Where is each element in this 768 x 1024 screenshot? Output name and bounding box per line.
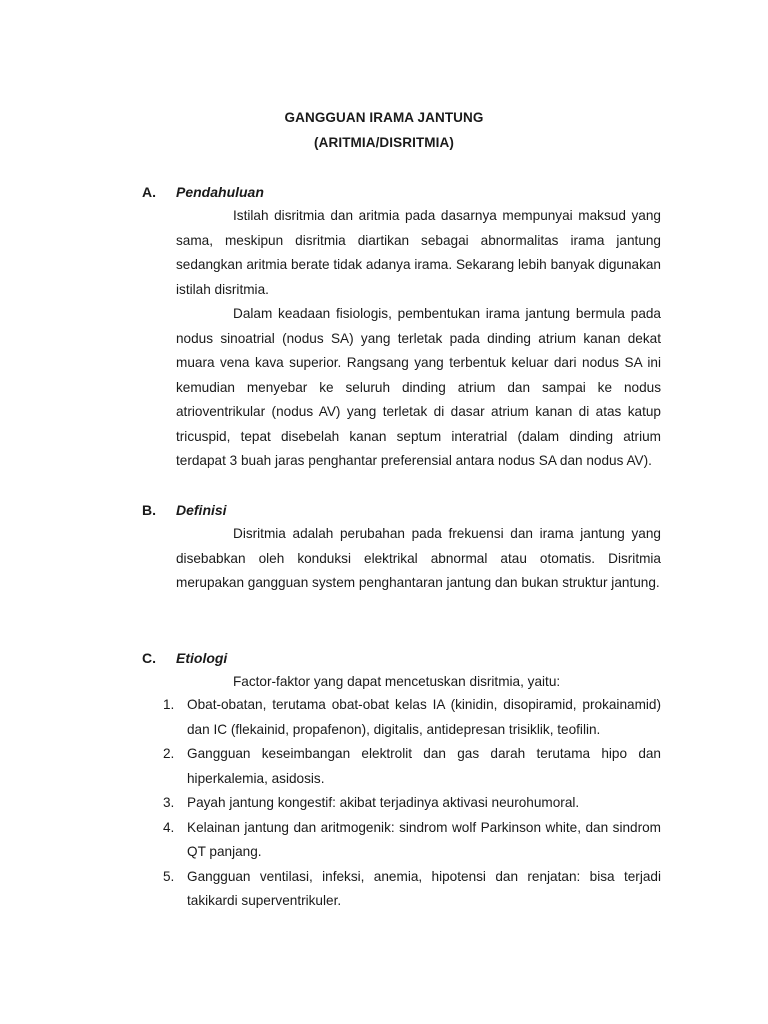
list-item-text: Gangguan keseimbangan elektrolit dan gas darah terutama hipo dan hiperkalemia, asidosis. — [187, 746, 661, 786]
paragraph: Istilah disritmia dan aritmia pada dasarnya mempunyai maksud yang sama, meskipun disritmia diartikan sebagai abnormalitas irama jantung sedangkan aritmia berate tidak adanya irama. Sekarang lebih banyak digunakan istilah disritmia. — [176, 208, 661, 297]
etiology-list — [163, 693, 661, 914]
section-letter: C. — [142, 650, 156, 666]
list-item-text: Gangguan ventilasi, infeksi, anemia, hipotensi dan renjatan: bisa terjadi takikardi superventrikuler. — [187, 868, 661, 908]
section-title: Etiologi — [176, 650, 228, 666]
paragraph: Dalam keadaan fisiologis, pembentukan irama jantung bermula pada nodus sinoatrial (nodus SA) yang terletak pada dinding atrium kanan dekat muara vena kava superior. Rangsang yang terbentuk keluar dari nodus SA ini kemudian menyebar ke seluruh dinding atrium dan sampai ke nodus atrioventrikular (nodus AV) yang terletak di dasar atrium kanan di atas katup tricuspid, tepat disebelah kanan septum interatrial (dalam dinding atrium terdapat 3 buah jaras penghantar preferensial antara nodus SA dan nodus AV). — [176, 306, 661, 468]
list-item — [163, 865, 661, 914]
list-number: 3. — [163, 795, 175, 810]
section-title: Definisi — [176, 502, 227, 518]
list-number: 1. — [163, 697, 175, 712]
list-item — [163, 693, 661, 742]
section-heading-definisi — [142, 502, 227, 518]
list-item — [163, 742, 661, 791]
list-number: 5. — [163, 868, 175, 884]
list-item-text: Kelainan jantung dan aritmogenik: sindrom wolf Parkinson white, dan sindrom QT panjang. — [187, 819, 661, 859]
section-title: Pendahuluan — [176, 184, 264, 200]
list-number: 2. — [163, 746, 175, 761]
list-item — [163, 791, 661, 816]
list-item — [163, 816, 661, 865]
paragraph: Disritmia adalah perubahan pada frekuensi dan irama jantung yang disebabkan oleh konduksi elektrikal abnormal atau otomatis. Disritmia merupakan gangguan system penghantaran jantung dan bukan struktur jantung. — [176, 526, 661, 590]
document-subtitle: (ARITMIA/DISRITMIA) — [314, 135, 454, 150]
list-number: 4. — [163, 819, 175, 835]
section-heading-etiologi — [142, 650, 227, 666]
document-title: GANGGUAN IRAMA JANTUNG — [284, 110, 484, 125]
list-item-text: Obat-obatan, terutama obat-obat kelas IA (kinidin, disopiramid, prokainamid) dan IC (flekainid, propafenon), digitalis, antidepresan trisiklik, teofilin. — [187, 697, 661, 737]
section-letter: B. — [142, 502, 156, 518]
section-letter: A. — [142, 184, 156, 200]
list-item-text: Payah jantung kongestif: akibat terjadinya aktivasi neurohumoral. — [187, 795, 580, 810]
section-heading-pendahuluan — [142, 184, 264, 200]
list-intro: Factor-faktor yang dapat mencetuskan disritmia, yaitu: — [233, 674, 561, 689]
